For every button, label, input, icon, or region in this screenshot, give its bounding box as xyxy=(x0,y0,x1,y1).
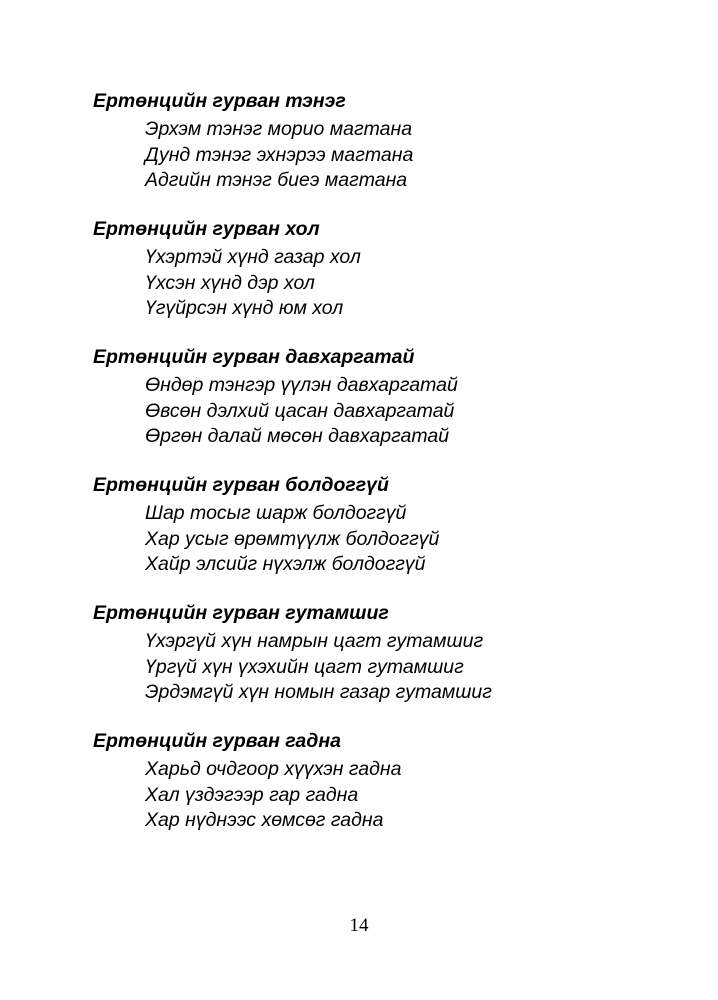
verse-lines xyxy=(145,117,413,194)
page-number: 14 xyxy=(349,915,369,936)
verse-line: Хар усыг өрөмтүүлж болдоггүй xyxy=(145,527,440,550)
section-heading: Ертөнцийн гурван гутамшиг xyxy=(93,602,389,624)
section-heading: Ертөнцийн гурван тэнэг xyxy=(93,90,346,112)
verse-line: Шар тосыг шарж болдоггүй xyxy=(145,502,407,524)
verse-line: Үхэргүй хүн намрын цагт гутамшиг xyxy=(145,630,484,652)
verse-lines xyxy=(145,373,458,450)
section-heading: Ертөнцийн гурван давхаргатай xyxy=(93,346,415,368)
verse-line: Харьд очдгоор хүүхэн гадна xyxy=(145,758,402,780)
verse-line: Үгүйрсэн хүнд юм хол xyxy=(145,297,344,319)
verse-line: Эрхэм тэнэг морио магтана xyxy=(145,118,413,140)
verse-lines xyxy=(145,757,401,834)
verse-line: Өргөн далай мөсөн давхаргатай xyxy=(145,425,450,447)
verse-line: Дунд тэнэг эхнэрээ магтана xyxy=(145,143,414,166)
verse-lines xyxy=(145,245,361,322)
verse-line: Хар нүднээс хөмсөг гадна xyxy=(145,809,384,831)
section-heading: Ертөнцийн гурван гадна xyxy=(93,730,341,752)
section-heading: Ертөнцийн гурван болдоггүй xyxy=(93,474,389,496)
verse-line: Эрдэмгүй хүн номын газар гутамшиг xyxy=(145,681,492,703)
verse-line: Үргүй хүн үхэхийн цагт гутамшиг xyxy=(145,655,464,678)
verse-line: Үхсэн хүнд дэр хол xyxy=(145,271,315,294)
verse-line: Үхэртэй хүнд газар хол xyxy=(145,246,361,268)
section-heading: Ертөнцийн гурван хол xyxy=(93,218,320,240)
verse-line: Хайр элсийг нүхэлж болдоггүй xyxy=(145,553,426,575)
verse-lines xyxy=(145,501,439,578)
verse-line: Өвсөн дэлхий цасан давхаргатай xyxy=(145,399,455,422)
verse-line: Өндөр тэнгэр үүлэн давхаргатай xyxy=(145,374,458,396)
verse-line: Адгийн тэнэг биеэ магтана xyxy=(145,169,408,191)
verse-lines xyxy=(145,629,492,706)
verse-line: Хал үздэгээр гар гадна xyxy=(145,783,359,806)
